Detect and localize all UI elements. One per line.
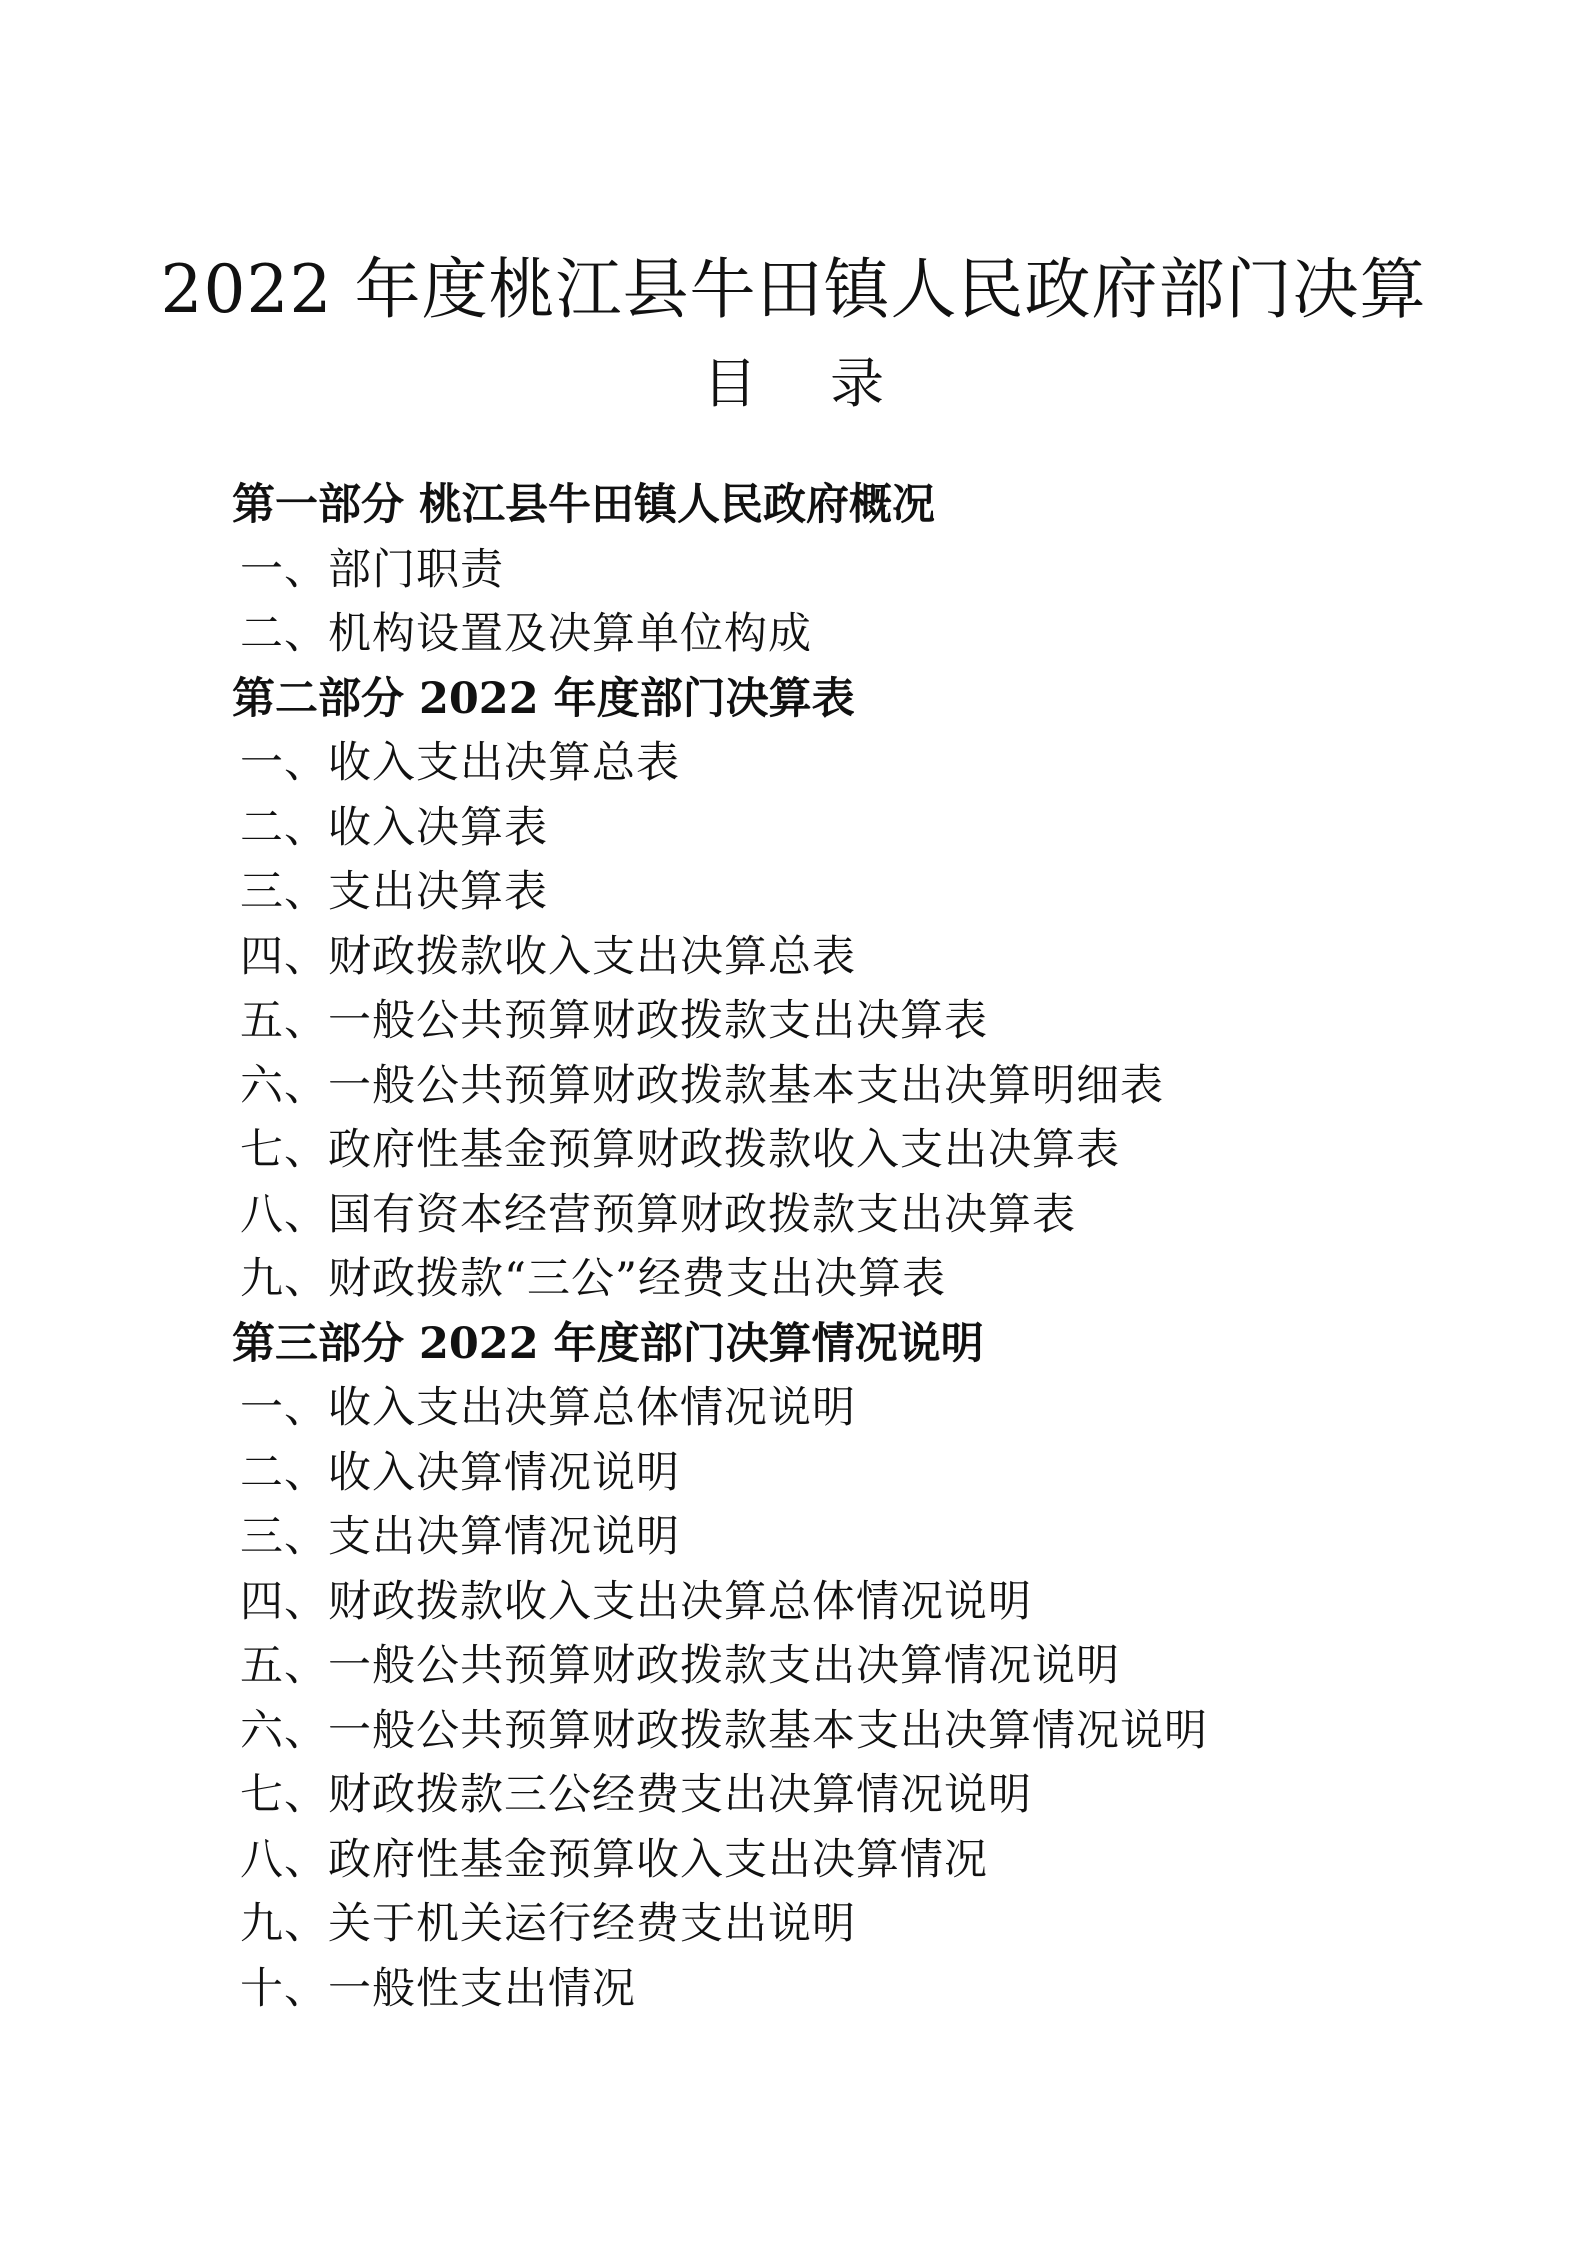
- toc-item: 六、一般公共预算财政拨款基本支出决算情况说明: [240, 1705, 1208, 1756]
- toc-item: 一、收入支出决算总表: [240, 738, 680, 788]
- toc-item: 七、财政拨款三公经费支出决算情况说明: [240, 1770, 1032, 1820]
- toc-item: 六、一般公共预算财政拨款基本支出决算明细表: [240, 1060, 1164, 1111]
- toc-item: 七、政府性基金预算财政拨款收入支出决算表: [240, 1125, 1120, 1175]
- toc-item: 一、收入支出决算总体情况说明: [240, 1383, 856, 1433]
- toc-part-1: 第一部分 桃江县牛田镇人民政府概况: [232, 480, 935, 530]
- toc-item: 二、收入决算情况说明: [240, 1447, 680, 1498]
- toc-item: 三、支出决算表: [240, 867, 548, 917]
- toc-item: 三、支出决算情况说明: [240, 1512, 680, 1562]
- toc-item: 九、财政拨款“三公”经费支出决算表: [240, 1254, 946, 1304]
- toc-part-3: 第三部分 2022 年度部门决算情况说明: [232, 1318, 984, 1369]
- toc-item: 一、部门职责: [240, 544, 504, 595]
- toc-item: 四、财政拨款收入支出决算总表: [240, 931, 856, 982]
- toc-item: 二、机构设置及决算单位构成: [240, 609, 812, 659]
- toc-item: 八、国有资本经营预算财政拨款支出决算表: [240, 1189, 1076, 1240]
- toc-item: 九、关于机关运行经费支出说明: [240, 1899, 856, 1949]
- toc-item: 五、一般公共预算财政拨款支出决算表: [240, 996, 988, 1046]
- toc-item: 二、收入决算表: [240, 802, 548, 853]
- toc-item: 五、一般公共预算财政拨款支出决算情况说明: [240, 1641, 1120, 1691]
- toc-item: 四、财政拨款收入支出决算总体情况说明: [240, 1576, 1032, 1627]
- toc-part-2: 第二部分 2022 年度部门决算表: [232, 673, 855, 724]
- table-of-contents: [232, 473, 1432, 2021]
- toc-item: 十、一般性支出情况: [240, 1963, 636, 2014]
- toc-heading: 目 录: [702, 352, 913, 415]
- document-title: 2022 年度桃江县牛田镇人民政府部门决算: [160, 251, 1427, 329]
- toc-item: 八、政府性基金预算收入支出决算情况: [240, 1834, 988, 1885]
